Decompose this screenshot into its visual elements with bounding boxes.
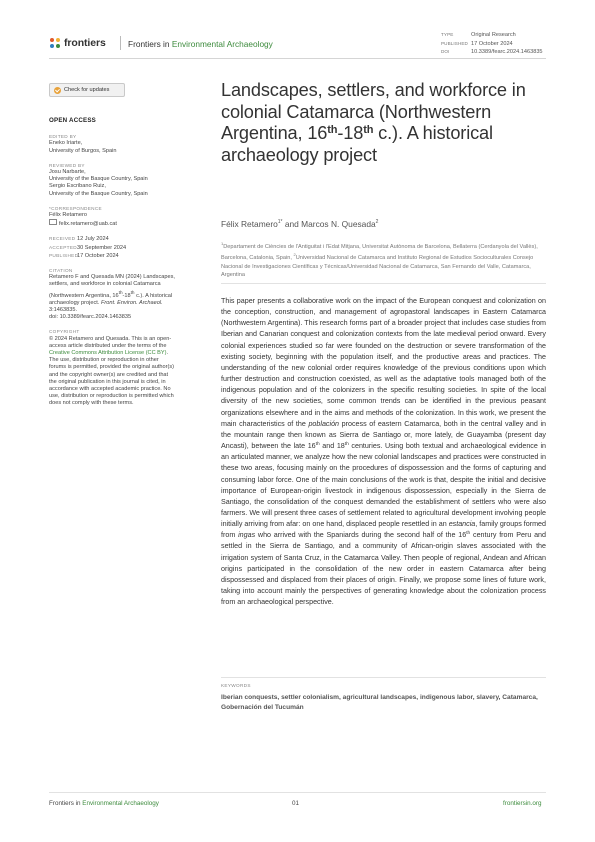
- keywords-label: KEYWORDS: [221, 683, 251, 688]
- dates-section: [49, 235, 177, 260]
- cc-by-license-link[interactable]: Creative Commons Attribution License (CC BY): [49, 349, 167, 356]
- date-published: PUBLISHED17 October 2024: [49, 252, 119, 259]
- header-divider: [49, 58, 546, 59]
- citation-doi[interactable]: doi: 10.3389/fearc.2024.1463835: [49, 314, 132, 321]
- correspondence-name: Félix Retamero: [49, 212, 87, 219]
- correspondence-email[interactable]: felix.retamero@uab.cat: [59, 221, 117, 228]
- page-number: 01: [292, 800, 300, 807]
- frontiers-logo[interactable]: [49, 37, 106, 49]
- reviewer-name: Sergio Escribano Ruiz,: [49, 183, 106, 190]
- date-accepted: ACCEPTED30 September 2024: [49, 244, 127, 251]
- reviewer-name: Josu Narbarte,: [49, 169, 86, 176]
- meta-doi[interactable]: DOI 10.3389/fearc.2024.1463835: [441, 49, 543, 56]
- edited-by-section: [49, 133, 177, 155]
- article-info-sidebar: [49, 117, 177, 415]
- copyright-section: [49, 328, 177, 407]
- check-circle-icon: [54, 87, 61, 94]
- reviewer-affiliation: University of the Basque Country, Spain: [49, 190, 148, 197]
- check-for-updates-label: Check for updates: [64, 87, 110, 93]
- reviewer-affiliation: University of the Basque Country, Spain: [49, 176, 148, 183]
- footer-divider: [49, 792, 546, 793]
- author-name[interactable]: Félix Retamero: [221, 219, 278, 229]
- correspondence-label: *CORRESPONDENCE: [49, 205, 102, 211]
- author-name[interactable]: Marcos N. Quesada: [301, 219, 376, 229]
- article-title: Landscapes, settlers, and workforce in colonial Catamarca (Northwestern Argentina, 16th-18th c.). A historical archaeology project: [221, 80, 526, 165]
- copyright-text: © 2024 Retamero and Quesada. This is an open-access article distributed under the terms of the Creative Commons Attribution License (CC BY). The use, distribution or reproduction in other forums is permitted, provided the original author(s) and the copyright owner(s) are credited and that the original publication in this journal is cited, in accordance with accepted academic practice. No use, distribution or reproduction is permitted which does not comply with these terms.: [49, 335, 174, 407]
- meta-type: TYPE Original Research: [441, 32, 516, 38]
- title-divider: [221, 283, 546, 284]
- affiliations: $^1$Departament de Ciències de l'Antiguitat i l'Edat Mitjana, Universitat Autònoma de Barcelona, Bellaterra (Cerdanyola del Vallès), Barcelona, Catalonia, Spain, $^2$Universidad Nacional de Catamarca and Instituto Regional de Estudios Socioculturales Consejo Nacional de Investigaciones Científicas y Técnicas/Universidad Nacional de Catamarca, San Fernando del Valle, Catamarca, Argentina: [221, 241, 538, 278]
- editor-name: Eneko Iriarte,: [49, 140, 83, 147]
- citation-section: [49, 267, 177, 321]
- copyright-label: COPYRIGHT: [49, 329, 80, 335]
- footer-site-link[interactable]: frontiersin.org: [503, 800, 542, 807]
- citation-text: Retamero F and Quesada MN (2024) Landscapes, settlers, and workforce in colonial Catamarca (Northwestern Argentina, 16th-18th c.). A historical archaeology project. Front. Environ. Archaeol. 3:1463835.: [49, 274, 175, 313]
- mail-icon: [49, 219, 57, 225]
- correspondence-section: [49, 205, 177, 229]
- correspondence-email-row[interactable]: [49, 219, 177, 228]
- journal-prefix: Frontiers in: [128, 39, 172, 49]
- logo-text: frontiers: [64, 37, 106, 49]
- frontiers-logo-icon: [49, 37, 61, 49]
- author-list: Félix Retamero$^{1*}$ and Marcos N. Quesada$^2$: [221, 219, 379, 229]
- keywords-divider: [221, 677, 546, 678]
- journal-name[interactable]: [128, 39, 273, 49]
- open-access-label: OPEN ACCESS: [49, 117, 97, 124]
- keywords-list: Iberian conquests, settler colonialism, agricultural landscapes, indigenous labor, slavery, Catamarca, Gobernación del Tucumán: [221, 694, 538, 711]
- reviewed-by-section: [49, 162, 177, 198]
- edited-by-label: EDITED BY: [49, 134, 77, 140]
- footer-journal-name[interactable]: Frontiers in Environmental Archaeology: [49, 800, 159, 807]
- editor-affiliation: University of Burgos, Spain: [49, 147, 117, 154]
- date-received: RECEIVED 12 July 2024: [49, 236, 109, 243]
- citation-label: CITATION: [49, 268, 73, 274]
- article-meta: [441, 31, 543, 57]
- header-separator: [120, 36, 121, 50]
- abstract-text: This paper presents a collaborative work on the impact of the European conquest and colonization on the conception, construction, and management of agropastoral landscapes in Eastern Catamarca (Northwestern Argentina). This research forms part of a broader project that includes case studies from Iberian and Canarian conquest and colonization contexts from the late medieval period onward. Every colonial experiences studied so far were founded on the destruction or severe transformation of the existing society, beginning with the population itself, and the productive areas and practices. The understanding of the new colonial order requires knowledge of the previous conditions upon which further destruction and construction coexisted, as well as the adaptative tools managed both of the indigenous population and of the colonizers in the specific resulting societies. In spite of the local diversity of the new societies, some common trends can be identified in the previous peasant organizations elsewhere and in the aims and methods of the colonization. In this work, we present the main characteristics of the población process of eastern Catamarca, both in the central valley and in the mountain range then known as Sierra de Santiago or, more lately, de Guayamba (present day Ancasti), between the late 16th and 18th centuries. Using both textual and archaeological evidence in an articulated manner, we analyze how the new colonial landscapes and practices were constructed in these two areas, focusing mainly on the procedures of dispossession and the forms of capturing and consuming labor force. One of the main conclusions of the work is that, despite the initial and decisive importance of European-origin livestock in indigenous dispossession, especially in the Sierra de Santiago, the consolidation of the conquest demanded the establishment of settlers who were also farmers. We will present three cases of settlement related to agricultural development involving people initially arriving from afar: on one hand, displaced people resettled in an estancia, family groups formed from ingas who arrived with the Spaniards during the second half of the 16th century from Peru and settled in the Sierra de Santiago, and a community of African-origin slaves associated with the irrigation system of Santa Cruz, in the Catamarca Valley. Then people of regional, Andean and African origins participated in the consolidation of the new order in eastern Catamarca after being dispossessed and displaced from their places of origin. Finally, we propose some lines of future work, taking into account mainly the perspectives of generating knowledge about the colonization process from an archaeological perspective.: [221, 297, 547, 607]
- check-for-updates-button[interactable]: [49, 83, 125, 97]
- meta-published: PUBLISHED 17 October 2024: [441, 40, 513, 47]
- reviewed-by-label: REVIEWED BY: [49, 162, 85, 168]
- journal-title: Environmental Archaeology: [171, 39, 273, 49]
